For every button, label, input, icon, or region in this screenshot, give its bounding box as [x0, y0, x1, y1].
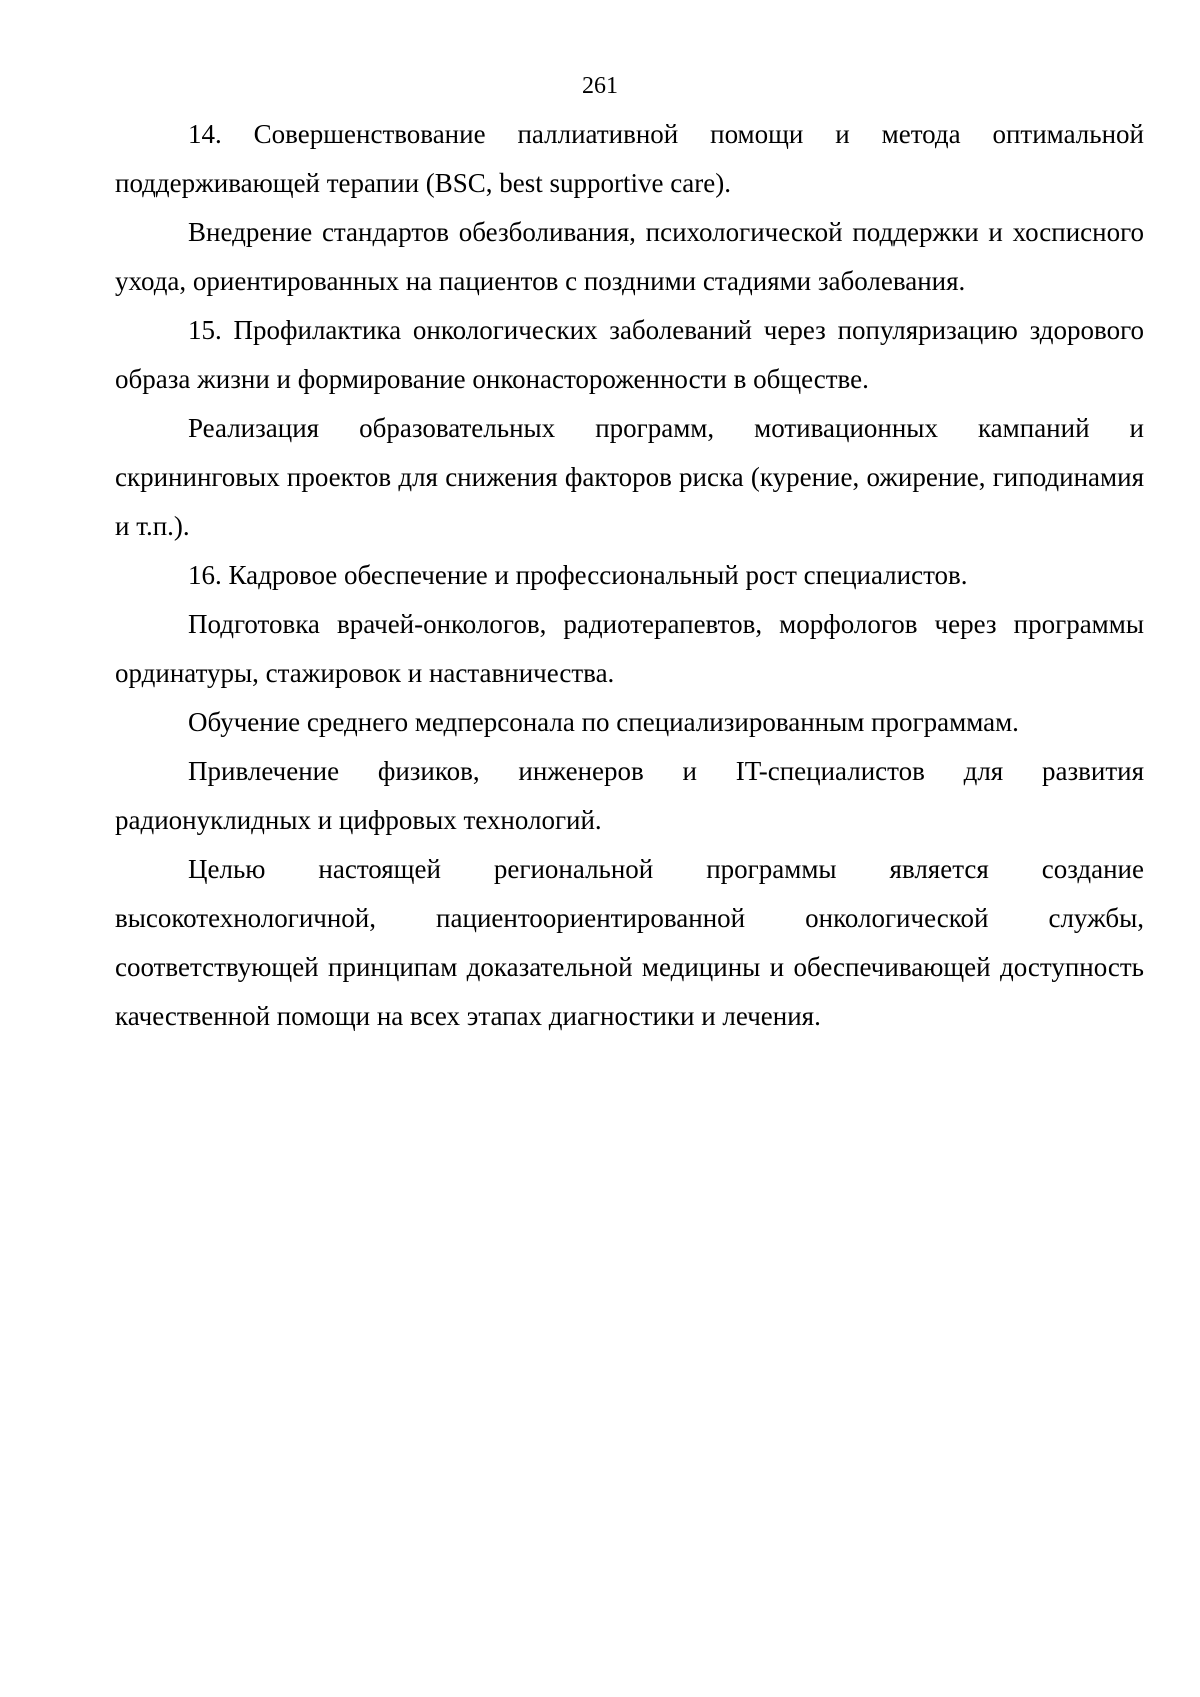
paragraph-palliative-standards: Внедрение стандартов обезболивания, психологической поддержки и хосписного ухода, ориентированных на пациентов с поздними стадиями заболевания. [115, 217, 1144, 296]
paragraph-item-15-heading: 15. Профилактика онкологических заболеваний через популяризацию здорового образа жизни и формирование онконастороженности в обществе. [115, 315, 1144, 394]
paragraph-item-16-heading: 16. Кадровое обеспечение и профессиональный рост специалистов. [188, 560, 968, 590]
paragraph-item-14-heading: 14. Совершенствование паллиативной помощи и метода оптимальной поддерживающей терапии (BSC, best supportive care). [115, 119, 1144, 198]
paragraph-prevention-programs: Реализация образовательных программ, мотивационных кампаний и скрининговых проектов для снижения факторов риска (курение, ожирение, гиподинамия и т.п.). [115, 413, 1144, 541]
paragraph-nurse-training: Обучение среднего медперсонала по специализированным программам. [188, 707, 1019, 737]
paragraph-specialist-recruitment: Привлечение физиков, инженеров и IT-специалистов для развития радионуклидных и цифровых технологий. [115, 756, 1144, 835]
body-text [115, 110, 1144, 1041]
page-number: 261 [582, 73, 618, 99]
paragraph-oncologist-training: Подготовка врачей-онкологов, радиотерапевтов, морфологов через программы ординатуры, стажировок и наставничества. [115, 609, 1144, 688]
paragraph-program-goal: Целью настоящей региональной программы является создание высокотехнологичной, пациентоориентированной онкологической службы, соответствующей принципам доказательной медицины и обеспечивающей доступность качественной помощи на всех этапах диагностики и лечения. [115, 854, 1144, 1031]
